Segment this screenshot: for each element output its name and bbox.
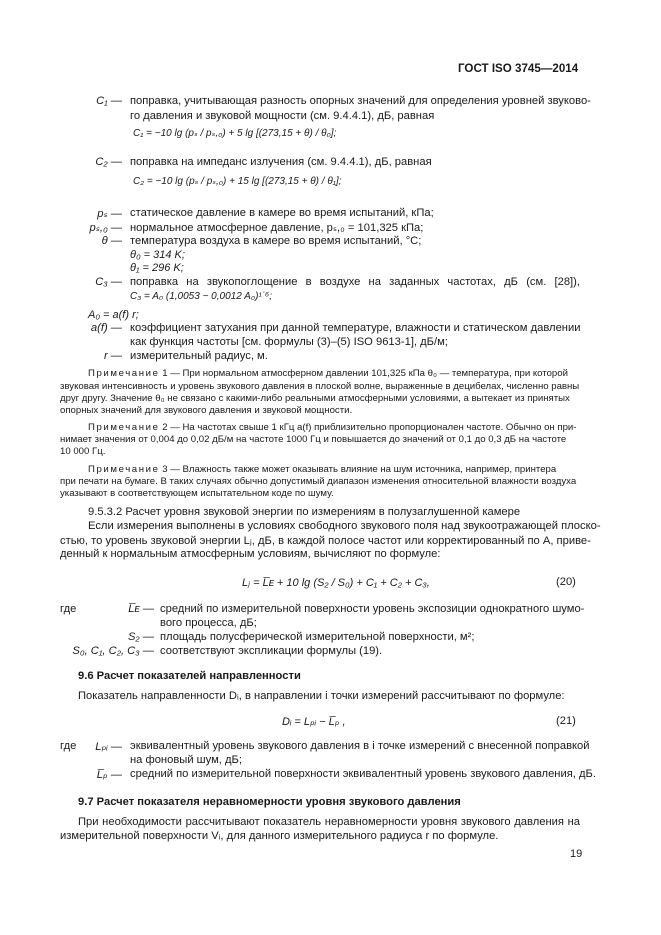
theta1-value: θ₁ = 296 K; [130,262,184,274]
section-9532-para-line1: Если измерения выполнены в условиях свободного звукового поля над звукоотражающей плоско- [88,520,601,532]
c3-formula: C₃ = A₀ (1,0053 − 0,0012 A₀)¹˙⁶; [130,291,272,302]
standard-designation: ГОСТ ISO 3745—2014 [458,62,579,75]
note-2-line1: Примечание 2 — На частотах свыше 1 кГц a(f) приблизительно пропорционален частоте. Обычно он при- [88,422,577,433]
symbol-af: a(f) — [90,322,122,334]
s2-definition: площадь полусферической измерительной поверхности, м²; [160,631,475,643]
symbol-lp: L̅ₚ — [96,769,122,781]
section-9532-para-line3: денный к нормальным атмосферным условиям, вычисляют по формуле: [60,548,441,560]
symbol-lpi: Lₚᵢ — [95,741,122,753]
theta0-value: θ₀ = 314 K; [130,249,185,261]
section-97-para-line1: При необходимости рассчитывают показатель неравномерности уровня звукового давления на [78,816,580,828]
section-97-heading: 9.7 Расчет показателя неравномерности уровня звукового давления [78,796,461,808]
c1-formula: C₁ = −10 lg (pₛ / pₛ,₀) + 5 lg [(273,15 + θ) / θ₀]; [133,128,337,139]
ps0-definition: нормальное атмосферное давление, pₛ,₀ = 101,325 кПа; [130,222,424,234]
note-3-line3: указывают в соответствующем испытательном коде по шуму. [60,488,334,499]
symbol-s2: S₂ — [127,631,154,643]
af-definition-line2: как функция частоты [см. формулы (3)–(5) ISO 9613-1], дБ/м; [130,336,448,348]
note-1-line4: опорных значений для звукового давления и звуковой мощности. [60,405,353,416]
section-9532-heading: 9.5.3.2 Расчет уровня звуковой энергии по измерениям в полузаглушенной камере [88,506,521,518]
symbol-ps0: pₛ,₀ — [89,222,122,234]
formula-20-number: (20) [556,576,576,588]
symbol-c3: C₃ — [95,276,122,288]
note-3-line2: при печати на бумаге. В таких случаях обычно допустимый диапазон изменения относительной влажности воздуха [60,476,577,487]
section-96-heading: 9.6 Расчет показателей направленности [78,670,301,682]
symbol-le: L̅ᴇ — [128,603,154,615]
section-97-para-line2: измерительной поверхности Vᵢ, для данного измерительного радиуса r по формуле. [60,830,499,842]
le-definition-line1: средний по измерительной поверхности уровень экспозиции однократного шумо- [160,603,585,615]
c3-definition: поправка на звукопоглощение в воздухе на заданных частотах, дБ (см. [28]), [130,276,580,288]
formula-21: Dᵢ = Lₚᵢ − L̅ₚ , [282,716,346,728]
r-definition: измерительный радиус, м. [130,350,268,362]
formula-21-number: (21) [556,715,576,727]
where-label-21: где [60,740,77,752]
symbol-ps: pₛ — [97,208,122,220]
symbol-theta: θ — [101,235,122,247]
c2-definition: поправка на импеданс излучения (см. 9.4.4.1), дБ, равная [130,156,432,168]
where-label-20: где [60,603,77,615]
c1-definition-line1: поправка, учитывающая разность опорных значений для определения уровней звуково- [130,95,591,107]
lpi-definition-line2: на фоновый шум, дБ; [130,754,243,766]
note-3-line1: Примечание 3 — Влажность также может оказывать влияние на шум источника, например, принтера [88,464,557,475]
formula-20: Lⱼ = L̅ᴇ + 10 lg (S₂ / S₀) + C₁ + C₂ + C₃, [242,577,430,589]
c2-formula: C₂ = −10 lg (pₛ / pₛ,₀) + 15 lg [(273,15 + θ) / θ₁]; [133,176,342,187]
ps-definition: статическое давление в камере во время испытаний, кПа; [130,207,434,219]
symbol-c2: C₂ — [95,156,122,168]
note-2-line2: нимает значения от 0,004 до 0,02 дБ/м на частоте 1000 Гц и повышается до значений от 0,1 до 0,3 дБ на частоте [60,434,567,445]
lp-definition: средний по измерительной поверхности эквивалентный уровень звукового давления, дБ. [130,768,596,780]
af-definition-line1: коэффициент затухания при данной температуре, влажности и статическом давлении [130,322,581,334]
symbol-r: r — [103,350,122,362]
symbol-list: S₀, C₁, C₂, C₃ — [72,645,154,657]
note-2-line3: 10 000 Гц. [60,446,106,457]
section-9532-para-line2: стью, то уровень звуковой энергии Lⱼ, дБ, в каждой полосе частот или корректированный по A, приве- [60,535,591,547]
section-96-para: Показатель направленности Dᵢ, в направлении i точки измерений рассчитывают по формуле: [78,690,565,702]
le-definition-line2: вого процесса, дБ; [160,617,257,629]
a0-definition: A₀ = a(f) r; [88,309,139,321]
symbol-c1: C₁ — [96,95,122,107]
lpi-definition-line1: эквивалентный уровень звукового давления в i точке измерений с внесенной поправкой [130,740,590,752]
note-1-line1: Примечание 1 — При нормальном атмосферном давлении 101,325 кПа θ₀ — температура, при которой [88,368,568,379]
note-1-line3: друг другу. Значение θ₀ не связано с какими-либо реальными атмосферными условиями, а вытекает из принятых [60,393,570,404]
page-number: 19 [570,848,583,860]
c1-definition-line2: го давления и звуковой мощности (см. 9.4.4.1), дБ, равная [130,110,435,122]
theta-definition: температура воздуха в камере во время испытаний, °C; [130,235,422,247]
note-1-line2: звуковая интенсивность и уровень звукового давления в плоской волне, выраженные в децибелах, численно равны [60,381,580,392]
list-definition: соответствуют экспликации формулы (19). [160,645,383,657]
